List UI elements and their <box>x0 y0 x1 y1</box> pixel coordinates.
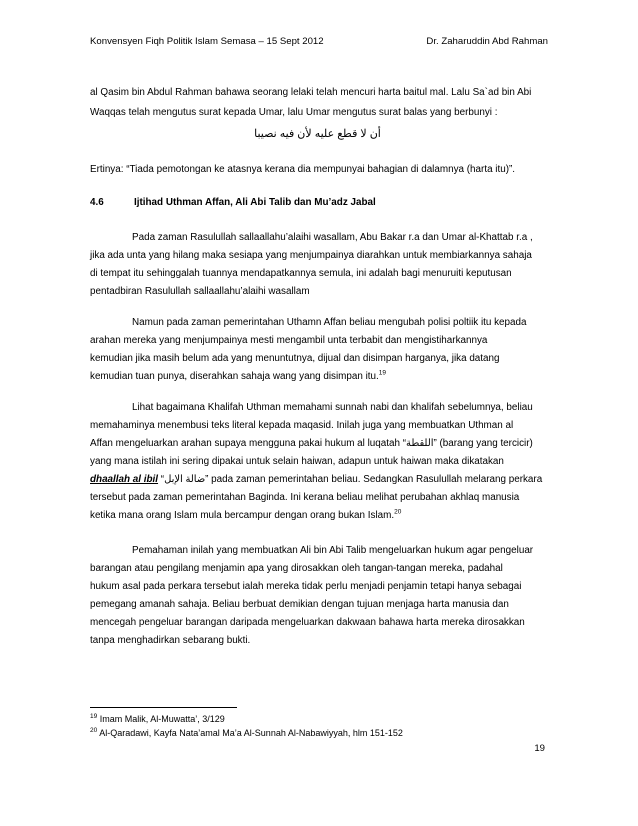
paragraph-line: yang mana istilah ini sering dipakai untuk selain haiwan, adapun untuk haiwan maka dikatakan <box>90 456 504 467</box>
paragraph-text: ” pada zaman pemerintahan beliau. Sedangkan Rasulullah melarang perkara <box>205 474 543 485</box>
paragraph-text: ” (barang yang tercicir) <box>433 438 533 449</box>
paragraph-line <box>90 371 545 382</box>
footnote-separator <box>90 707 237 708</box>
paragraph-line <box>90 438 545 449</box>
footnote <box>90 728 403 738</box>
justified-text: al Qasim bin Abdul Rahman bahawa seorang lelaki telah mencuri harta baitul mal. Lalu Sa`ad bin Abi <box>90 87 532 98</box>
translation-line: Ertinya: “Tiada pemotongan ke atasnya kerana dia mempunyai bahagian di dalamnya (harta itu)”. <box>90 164 516 175</box>
paragraph-line: di tempat itu sehinggalah tuannya mendapatkannya semula, ini adalah bagi menuruiti keputusan <box>90 268 512 279</box>
arabic-term: اللقطة <box>406 438 434 449</box>
paragraph-text: ketika mana orang Islam mula bercampur dengan orang bukan Islam. <box>90 510 395 521</box>
arabic-quote: أن لا قطع عليه لأن فيه نصيبا <box>254 128 381 140</box>
paragraph-line: Namun pada zaman pemerintahan Uthamn Affan beliau mengubah polisi poltiik itu kepada <box>132 317 527 328</box>
running-header-author: Dr. Zaharuddin Abd Rahman <box>426 36 548 47</box>
paragraph-line: tanpa menghadirkan sebarang bukti. <box>90 635 251 646</box>
footnote-number: 19 <box>90 713 98 720</box>
footnote <box>90 714 225 724</box>
paragraph-line: arahan mereka yang menjumpainya mesti mengambil unta terbabit dan mengistiharkannya <box>90 335 488 346</box>
paragraph-line: hukum asal pada perkara tersebut ialah mereka tidak perlu menjadi penjamin tetapi hanya sebagai <box>90 581 522 592</box>
paragraph-line <box>90 510 545 521</box>
paragraph-text: kemudian tuan punya, diserahkan sahaja wang yang disimpan itu. <box>90 371 379 382</box>
section-number: 4.6 <box>90 197 104 208</box>
footnote-ref[interactable]: 20 <box>394 508 402 516</box>
paragraph-line: mencegah pengeluar barangan daripada mengeluarkan dakwaan bahawa harta mereka dirosakkan <box>90 617 525 628</box>
paragraph-line: barangan atau pengilang menjamin apa yang dirosakkan oleh tangan-tangan mereka, padahal <box>90 563 503 574</box>
paragraph-line: Waqqas telah mengutus surat kepada Umar, lalu Umar mengutus surat balas yang berbunyi : <box>90 107 498 118</box>
footnote-ref[interactable]: 19 <box>378 369 386 377</box>
paragraph-line: jika ada unta yang hilang maka sesiapa yang menjumpainya diarahkan untuk membiarkannya sahaja <box>90 250 532 261</box>
footnote-text: Al-Qaradawi, Kayfa Nata’amal Ma’a Al-Sunnah Al-Nabawiyyah, hlm 151-152 <box>97 728 403 738</box>
paragraph-line <box>90 474 545 485</box>
footnote-text: Imam Malik, Al-Muwatta’, 3/129 <box>97 714 225 724</box>
paragraph-text: Affan mengeluarkan arahan supaya mengguna pakai hukum al luqatah “ <box>90 438 407 449</box>
paragraph-line: pentadbiran Rasulullah sallaallahu’alaihi wasallam <box>90 286 310 297</box>
footnote-number: 20 <box>90 727 98 734</box>
paragraph-line: tersebut pada zaman pemerintahan Baginda. Ini kerana beliau melihat perubahan akhlaq manusia <box>90 492 520 503</box>
paragraph-line: Pada zaman Rasulullah sallaallahu’alaihi wasallam, Abu Bakar r.a dan Umar al-Khattab r.a , <box>132 232 533 243</box>
quote-open: “ <box>158 474 165 485</box>
paragraph-line: pemegang amanah sahaja. Beliau berbuat demikian dengan tujuan menjaga harta manusia dan <box>90 599 509 610</box>
page-number: 19 <box>534 743 545 754</box>
paragraph-line: Pemahaman inilah yang membuatkan Ali bin Abi Talib mengeluarkan hukum agar pengeluar <box>132 545 534 556</box>
paragraph-line: memahaminya menembusi teks literal kepada maqasid. Inilah juga yang membuatkan Uthman al <box>90 420 514 431</box>
running-header-title: Konvensyen Fiqh Politik Islam Semasa – 15 Sept 2012 <box>90 36 324 47</box>
paragraph-line: kemudian jika masih belum ada yang menuntutnya, dijual dan disimpan harganya, jika datang <box>90 353 500 364</box>
italic-term: dhaallah al ibil <box>90 474 159 485</box>
paragraph-line <box>90 87 545 98</box>
paragraph-line: Lihat bagaimana Khalifah Uthman memahami sunnah nabi dan khalifah sebelumnya, beliau <box>132 402 533 413</box>
arabic-term: ضالة الإبل <box>164 474 206 485</box>
section-title: Ijtihad Uthman Affan, Ali Abi Talib dan Mu’adz Jabal <box>134 197 376 208</box>
